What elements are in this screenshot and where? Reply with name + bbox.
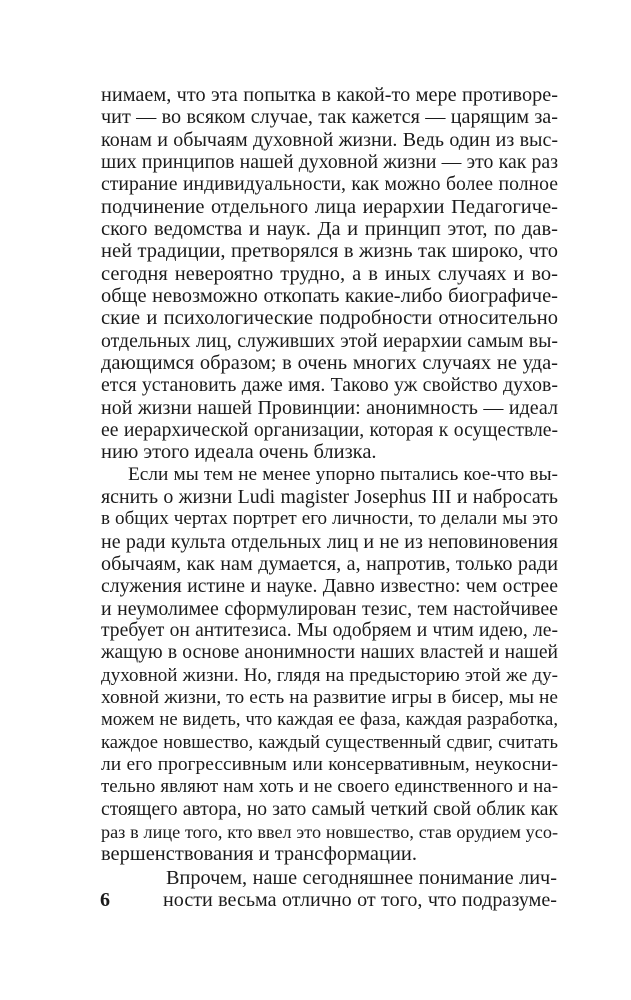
text-line: стоящего автора, но зато самый четкий свой облик как bbox=[101, 798, 558, 820]
text-line: духовной жизни. Но, глядя на предысторию этой же ду- bbox=[101, 664, 558, 686]
text-line: жащую в основе анонимности наших властей и нашей bbox=[101, 642, 558, 664]
text-line: в общих чертах портрет его личности, то делали мы это bbox=[101, 508, 558, 530]
text-line: вершенствования и трансформации. bbox=[101, 843, 418, 866]
text-line: каждое новшество, каждый существенный сдвиг, считать bbox=[101, 731, 558, 753]
text-line: нию этого идеала очень близка. bbox=[101, 441, 377, 464]
text-line: ские и психологические подробности относительно bbox=[101, 307, 558, 330]
text-line: раз в лице того, кто ввел это новшество, став орудием усо- bbox=[101, 821, 558, 842]
text-line: обычаям, как нам думается, а, напротив, только ради bbox=[101, 552, 558, 575]
text-line: ли его прогрессивным или консервативным, неукосни- bbox=[101, 753, 558, 775]
text-line: и неумолимее сформулирован тезис, тем настойчивее bbox=[101, 597, 558, 620]
text-line: ется установить даже имя. Таково уж свойство духов- bbox=[101, 374, 558, 397]
paragraph bbox=[101, 464, 558, 866]
text-line: не ради культа отдельных лиц и не из неповиновения bbox=[101, 530, 558, 553]
text-line: Впрочем, наше сегодняшнее понимание лич- bbox=[166, 867, 557, 889]
text-line: ее иерархической организации, которая к осуществле- bbox=[101, 418, 558, 441]
text-line: ной жизни нашей Провинции: анонимность — идеал bbox=[101, 396, 558, 419]
text-line: стирание индивидуальности, как можно более полное bbox=[101, 173, 558, 196]
text-line: ского ведомства и наук. Да и принцип этот, по дав- bbox=[101, 217, 558, 240]
text-line: тельно являют нам хоть и не своего единственного и на- bbox=[101, 776, 558, 798]
text-line: яснить о жизни Ludi magister Josephus III и набросать bbox=[101, 485, 558, 508]
text-line: конам и обычаям духовной жизни. Ведь один из выс- bbox=[101, 128, 558, 151]
text-line: дающимся образом; в очень многих случаях не уда- bbox=[101, 351, 558, 374]
paragraph bbox=[101, 84, 558, 464]
text-line: нимаем, что эта попытка в какой-то мере противоре- bbox=[101, 84, 558, 106]
text-line: требует он антитезиса. Мы одобряем и чтим идею, ле- bbox=[101, 619, 558, 641]
text-line: ности весьма отлично от того, что подразуме- bbox=[163, 889, 557, 912]
text-line: чит — во всяком случае, так кажется — царящим за- bbox=[101, 106, 558, 129]
text-line: отдельных лиц, служивших этой иерархии самым вы- bbox=[101, 329, 558, 352]
text-line: сегодня невероятно трудно, а в иных случаях и во- bbox=[101, 262, 558, 285]
text-line: служения истине и науке. Давно известно: чем острее bbox=[101, 575, 558, 598]
page-number: 6 bbox=[100, 889, 110, 911]
body-text bbox=[101, 84, 558, 865]
text-line: подчинение отдельного лица иерархии Педагогиче- bbox=[101, 195, 558, 218]
text-line: Если мы тем не менее упорно пытались кое-что вы- bbox=[128, 463, 558, 485]
text-line: ших принципов нашей духовной жизни — это как раз bbox=[101, 150, 558, 173]
text-line: обще невозможно откопать какие-либо биографиче- bbox=[101, 284, 558, 307]
text-line: ней традиции, претворялся в жизнь так широко, что bbox=[101, 240, 558, 263]
text-line: можем не видеть, что каждая ее фаза, каждая разработка, bbox=[101, 709, 558, 731]
paragraph bbox=[163, 867, 557, 912]
text-line: ховной жизни, то есть на развитие игры в бисер, мы не bbox=[101, 686, 558, 708]
